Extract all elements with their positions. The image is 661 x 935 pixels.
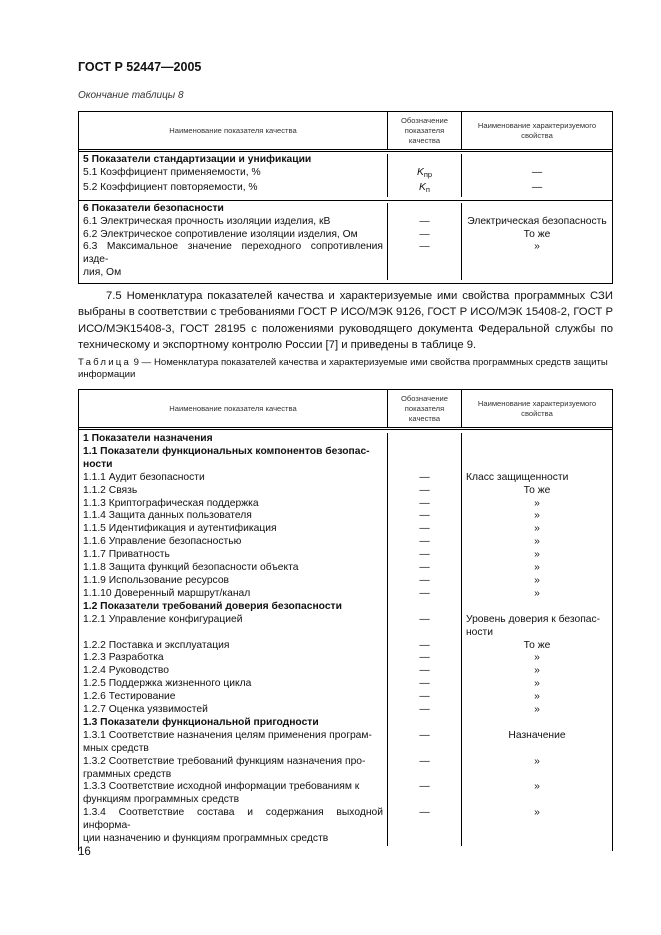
- property-name: Назначение: [461, 730, 612, 756]
- table-row: [79, 601, 612, 614]
- table-row: [79, 472, 612, 485]
- indicator-name: 5.1 Коэффициент применяемости, %: [83, 166, 261, 178]
- indicator-symbol: [387, 203, 461, 216]
- table-row: [79, 154, 612, 167]
- table-row: [79, 588, 612, 601]
- indicator-name: 5.2 Коэффициент повторяемости, %: [83, 181, 258, 193]
- table-8-caption: Окончание таблицы 8: [78, 90, 184, 101]
- indicator-symbol: [387, 717, 461, 730]
- property-name: »: [461, 781, 612, 807]
- indicator-name: 1.2.1 Управление конфигурацией: [83, 613, 243, 625]
- document-header: ГОСТ Р 52447—2005: [78, 60, 202, 74]
- table-row: [79, 167, 612, 182]
- table-row: [79, 640, 612, 653]
- table-9-header: [79, 390, 612, 430]
- table-8-header: [79, 112, 612, 152]
- section-7-5-paragraph: 7.5 Номенклатура показателей качества и характеризуемые ими свойства программных СЗИ выбраны в соответствии с требованиями ГОСТ Р ИСО/МЭК 9126, ГОСТ Р ИСО/МЭК 15408-2, ГОСТ Р ИСО/МЭК15408-3, ГОСТ 28195 с положениями руководящего документа Федеральной службы по техническому и экспортному контролю России [7] и приведены в таблице 9.: [78, 290, 613, 351]
- indicator-symbol: —: [387, 588, 461, 601]
- indicator-name: 1.1 Показатели функциональных компонентов безопас- ности: [83, 445, 370, 470]
- table-9: [78, 389, 613, 851]
- indicator-symbol: —: [387, 756, 461, 782]
- symbol-letter: —: [419, 228, 430, 240]
- indicator-symbol: —: [387, 575, 461, 588]
- indicator-name: 1.1.8 Защита функций безопасности объекта: [83, 562, 299, 574]
- column-header-symbol: Обозначение показателя качества: [387, 112, 461, 149]
- symbol-letter: —: [419, 215, 430, 227]
- indicator-symbol: [387, 182, 461, 197]
- indicator-name: 1.2.4 Руководство: [83, 665, 169, 677]
- property-name: То же: [461, 485, 612, 498]
- indicator-name: 1.2.6 Тестирование: [83, 691, 176, 703]
- property-name: Уровень доверия к безопас- ности: [461, 614, 612, 640]
- table-row: [79, 652, 612, 665]
- column-header-name: Наименование показателя качества: [169, 125, 297, 135]
- indicator-symbol: [387, 446, 461, 472]
- table-row: [79, 562, 612, 575]
- table-row: [79, 665, 612, 678]
- table-row: [79, 203, 612, 216]
- property-name: »: [461, 704, 612, 717]
- property-name: »: [461, 241, 612, 280]
- page-number: 16: [78, 846, 91, 858]
- property-name: То же: [461, 640, 612, 653]
- indicator-name: 1.2.2 Поставка и эксплуатация: [83, 639, 230, 651]
- property-name: »: [461, 588, 612, 601]
- indicator-symbol: —: [387, 549, 461, 562]
- table-row: [79, 691, 612, 704]
- indicator-symbol: —: [387, 536, 461, 549]
- table-9-caption-text: 9 — Номенклатура показателей качества и характеризуемые ими свойства программных средств защиты информации: [78, 357, 608, 380]
- table-row: [79, 229, 612, 242]
- indicator-name: 1.3 Показатели функциональной пригодности: [83, 716, 319, 728]
- property-name: Электрическая безопасность: [461, 216, 612, 229]
- symbol-subscript: пр: [423, 169, 433, 179]
- property-name: То же: [461, 229, 612, 242]
- property-name: »: [461, 523, 612, 536]
- column-header-property: Наименование характеризуемого свойства: [461, 390, 612, 427]
- indicator-name: 6.1 Электрическая прочность изоляции изделия, кВ: [83, 215, 331, 227]
- property-name: »: [461, 756, 612, 782]
- table-9-caption-label: Таблица: [78, 357, 132, 368]
- property-name: »: [461, 549, 612, 562]
- table-row: [79, 446, 612, 472]
- indicator-symbol: [387, 167, 461, 182]
- table-row: [79, 523, 612, 536]
- property-name: Класс защищенности: [461, 472, 612, 485]
- property-name: »: [461, 665, 612, 678]
- indicator-name: 1.2.7 Оценка уязвимостей: [83, 704, 208, 716]
- column-header-symbol: Обозначение показателя качества: [387, 390, 461, 427]
- indicator-symbol: —: [387, 807, 461, 846]
- table-row: [79, 182, 612, 197]
- indicator-symbol: —: [387, 485, 461, 498]
- indicator-symbol: —: [387, 691, 461, 704]
- table-row: [79, 498, 612, 511]
- indicator-symbol: —: [387, 704, 461, 717]
- table-row: [79, 781, 612, 807]
- table-row: [79, 536, 612, 549]
- indicator-symbol: —: [387, 498, 461, 511]
- indicator-name: 1.1.3 Криптографическая поддержка: [83, 497, 259, 509]
- table-8: [78, 111, 613, 284]
- indicator-symbol: —: [387, 665, 461, 678]
- indicator-name: 5 Показатели стандартизации и унификации: [83, 154, 312, 165]
- indicator-name: 1.1.2 Связь: [83, 484, 138, 496]
- table-row: [79, 216, 612, 229]
- column-header-property: Наименование характеризуемого свойства: [461, 112, 612, 149]
- indicator-name: 1.1.10 Доверенный маршрут/канал: [83, 587, 251, 599]
- table-row: [79, 756, 612, 782]
- indicator-symbol: [387, 601, 461, 614]
- indicator-name: 6.2 Электрическое сопротивление изоляции изделия, Ом: [83, 228, 358, 240]
- indicator-name: 1 Показатели назначения: [83, 433, 213, 444]
- property-name: —: [461, 182, 612, 197]
- indicator-symbol: —: [387, 510, 461, 523]
- indicator-symbol: —: [387, 640, 461, 653]
- indicator-symbol: [387, 216, 461, 229]
- property-name: »: [461, 510, 612, 523]
- indicator-name: 1.1.7 Приватность: [83, 549, 170, 561]
- indicator-name: 1.1.9 Использование ресурсов: [83, 574, 230, 586]
- indicator-name: 1.3.2 Соответствие требований функциям назначения про- граммных средств: [83, 755, 366, 780]
- table-row: [79, 510, 612, 523]
- property-name: [461, 203, 612, 216]
- property-name: [461, 717, 612, 730]
- table-row: [79, 730, 612, 756]
- indicator-name: 6 Показатели безопасности: [83, 202, 224, 214]
- property-name: —: [461, 167, 612, 182]
- property-name: »: [461, 498, 612, 511]
- table-row: [79, 241, 612, 280]
- indicator-name: 1.1.5 Идентификация и аутентификация: [83, 523, 277, 535]
- indicator-name: 1.3.1 Соответствие назначения целям применения програм- мных средств: [83, 729, 372, 754]
- property-name: »: [461, 562, 612, 575]
- indicator-name: 1.2.3 Разработка: [83, 652, 164, 664]
- table-row: [79, 807, 612, 846]
- property-name: »: [461, 652, 612, 665]
- table-row: [79, 704, 612, 717]
- indicator-symbol: —: [387, 678, 461, 691]
- indicator-symbol: —: [387, 730, 461, 756]
- table-8-body: [79, 152, 612, 284]
- table-row: [79, 575, 612, 588]
- indicator-name: 1.3.3 Соответствие исходной информации требованиям к функциям программных средств: [83, 781, 360, 806]
- table-group: [79, 201, 612, 284]
- property-name: [461, 446, 612, 472]
- property-name: »: [461, 678, 612, 691]
- property-name: »: [461, 575, 612, 588]
- indicator-name: 6.3 Максимальное значение переходного сопротивления изде- лия, Ом: [83, 241, 383, 279]
- indicator-name: 1.1.1 Аудит безопасности: [83, 471, 205, 483]
- indicator-name: 1.2.5 Поддержка жизненного цикла: [83, 678, 252, 690]
- indicator-symbol: —: [387, 614, 461, 640]
- table-row: [79, 678, 612, 691]
- table-9-body: [79, 430, 612, 851]
- symbol-letter: K: [416, 166, 424, 178]
- indicator-name: 1.2 Показатели требований доверия безопасности: [83, 600, 342, 612]
- table-group: [79, 152, 612, 201]
- property-name: »: [461, 691, 612, 704]
- table-row: [79, 549, 612, 562]
- table-row: [79, 485, 612, 498]
- indicator-symbol: —: [387, 472, 461, 485]
- table-9-caption: [78, 357, 613, 381]
- indicator-name: 1.3.4 Соответствие состава и содержания выходной информа- ции назначению и функциям программных средств: [83, 807, 383, 845]
- indicator-name: 1.1.4 Защита данных пользователя: [83, 510, 252, 522]
- indicator-symbol: [387, 229, 461, 242]
- column-header-name: Наименование показателя качества: [169, 403, 297, 413]
- indicator-symbol: —: [387, 523, 461, 536]
- property-name: »: [461, 807, 612, 846]
- property-name: [461, 601, 612, 614]
- table-row: [79, 717, 612, 730]
- property-name: »: [461, 536, 612, 549]
- indicator-symbol: [387, 241, 461, 280]
- symbol-letter: —: [419, 241, 430, 253]
- property-name: [461, 154, 612, 167]
- indicator-symbol: —: [387, 562, 461, 575]
- table-row: [79, 433, 612, 446]
- symbol-subscript: п: [425, 184, 430, 194]
- property-name: [461, 433, 612, 446]
- indicator-symbol: [387, 154, 461, 167]
- symbol-letter: K: [419, 181, 426, 193]
- table-row: [79, 614, 612, 640]
- indicator-symbol: [387, 433, 461, 446]
- indicator-name: 1.1.6 Управление безопасностью: [83, 536, 242, 548]
- indicator-symbol: —: [387, 652, 461, 665]
- indicator-symbol: —: [387, 781, 461, 807]
